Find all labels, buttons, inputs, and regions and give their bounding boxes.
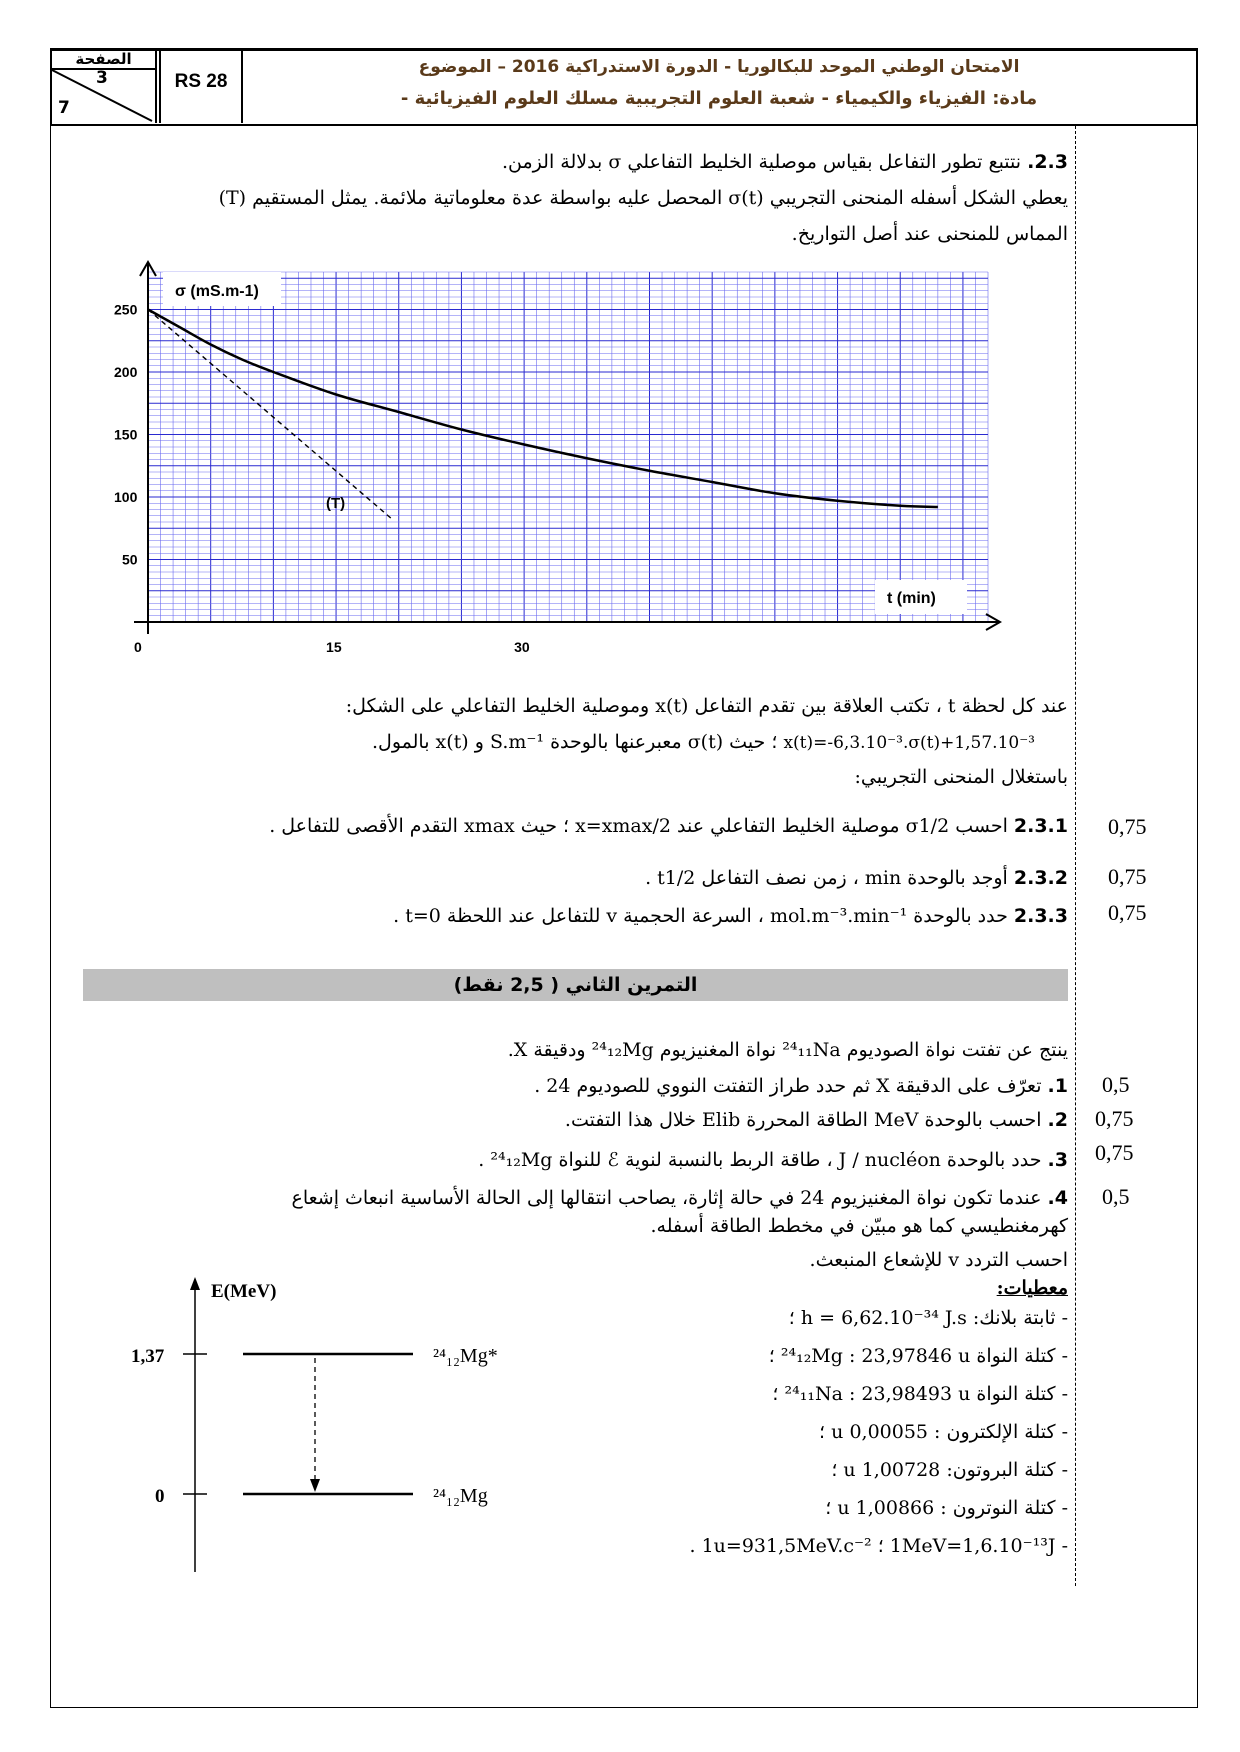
ex2-q1-number: 1. [1047,1075,1068,1097]
q232 [645,866,1068,890]
chart-xlabel: t (min) [887,590,936,607]
ex2-q3-score: 0,75 [1095,1140,1134,1165]
level-label-ground: ²⁴₁₂Mg [433,1485,488,1507]
ex2-q4-number: 4. [1047,1187,1068,1209]
q231-text: احسب σ1/2 موصلية الخليط التفاعلي عند x=xmax/2 ؛ حيث xmax التقدم الأقصى للتفاعل . [269,815,1008,837]
data-item: - كتلة النواة ²⁴₁₁Na : 23,98493 u ؛ [772,1383,1068,1405]
page-total: 7 [58,98,70,118]
relation-line2-text: ؛ حيث σ(t) معبرعنها بالوحدة S.m⁻¹ و x(t) بالمول. [371,731,778,753]
q231-number: 2.3.1 [1013,815,1068,837]
q233-text: حدد بالوحدة mol.m⁻³.min⁻¹ ، السرعة الحجمية v للتفاعل عند اللحظة t=0 . [393,905,1008,927]
q23-line2: يعطي الشكل أسفله المنحنى التجريبي σ(t) المحصل عليه بواسطة عدة معلوماتية ملائمة. يمثل المستقيم (T) [218,187,1068,209]
q232-text: أوجد بالوحدة min ، زمن نصف التفاعل t1/2 . [645,867,1008,889]
q23-line1-text: نتتبع تطور التفاعل بقياس موصلية الخليط التفاعلي σ بدلالة الزمن. [502,151,1022,173]
level-value-excited: 1,37 [131,1346,165,1367]
ex2-q1-text: تعرّف على الدقيقة X ثم حدد طراز التفتت النووي للصوديوم 24 . [534,1075,1042,1097]
conductivity-chart [114,262,1010,672]
y-tick-label: 150 [114,426,138,443]
margin-divider [1075,126,1076,1586]
ex2-q4-line1-text: عندما تكون نواة المغنيزيوم 24 في حالة إثارة، يصاحب انتقالها إلى الحالة الأساسية انبعاث إشعاع [291,1187,1042,1209]
chart-ylabel: σ (mS.m-1) [175,283,259,300]
ex2-intro: ينتج عن تفتت نواة الصوديوم ²⁴₁₁Na نواة المغنيزيوم ²⁴₁₂Mg ودقيقة X. [507,1039,1068,1061]
page-label: الصفحة [52,50,155,70]
ex2-q2-text: احسب بالوحدة MeV الطاقة المحررة Elib خلال هذا التفتت. [564,1109,1042,1131]
exercise2-title: التمرين الثاني ( 2,5 نقط) [83,969,1068,1001]
chart-grid [148,272,988,622]
x-tick-label: 0 [134,639,142,655]
relation-formula: x(t)=-6,3.10⁻³.σ(t)+1,57.10⁻³ [783,733,1035,753]
q232-number: 2.3.2 [1013,867,1068,889]
energy-axis-arrow-icon [190,1277,200,1290]
exam-title-line1: الامتحان الوطني الموحد للبكالوريا - الدورة الاستدراكية 2016 – الموضوع [418,57,1020,77]
exam-code: RS 28 [159,50,243,123]
energy-diagram [115,1272,515,1592]
ex2-q2 [565,1108,1068,1132]
ex2-q3 [478,1148,1068,1172]
exam-title [252,52,1186,116]
transition-arrowhead-icon [310,1479,320,1492]
data-item: - كتلة النواة ²⁴₁₂Mg : 23,97846 u ؛ [768,1345,1068,1367]
y-tick-label: 250 [114,301,138,318]
x-tick-label: 30 [514,639,530,655]
level-value-ground: 0 [155,1486,165,1507]
exam-header [50,48,1198,126]
q23-number: 2.3. [1027,151,1068,173]
data-item: - كتلة النوترون : 1,00866 u ؛ [825,1497,1068,1519]
ex2-q4-line3: احسب التردد v للإشعاع المنبعث. [809,1249,1068,1271]
data-item: - كتلة الإلكترون : 0,00055 u ؛ [819,1421,1068,1443]
ex2-q1 [534,1074,1068,1098]
q231 [269,814,1068,838]
y-tick-label: 50 [122,551,138,568]
x-tick-label: 15 [326,639,342,655]
y-tick-label: 200 [114,364,138,380]
level-label-excited: ²⁴₁₂Mg* [433,1345,498,1367]
ex2-q4-line2: كهرمغنطيسي كما هو مبيّن في مخطط الطاقة أسفله. [650,1215,1068,1237]
ex2-q2-score: 0,75 [1095,1106,1134,1131]
q233-score: 0,75 [1108,900,1147,925]
energy-axis-label: E(MeV) [211,1281,277,1302]
data-item: - ثابتة بلانك: h = 6,62.10⁻³⁴ J.s ؛ [788,1307,1068,1329]
q23-line3: المماس للمنحنى عند أصل التواريخ. [791,223,1068,245]
ex2-q3-number: 3. [1047,1149,1068,1171]
q233 [393,904,1068,928]
relation-line2 [372,730,1035,755]
relation-line3: باستغلال المنحنى التجريبي: [854,766,1068,788]
ex2-q2-number: 2. [1047,1109,1068,1131]
y-tick-label: 100 [114,489,138,505]
q231-score: 0,75 [1108,814,1147,839]
ex2-q4-score: 0,5 [1102,1184,1130,1209]
page-indicator [52,50,157,123]
page-number: 3 [96,68,108,88]
ex2-q3-text: حدد بالوحدة J / nucléon ، طاقة الربط بالنسبة لنوية ℰ للنواة ²⁴₁₂Mg . [478,1149,1042,1171]
data-title: معطيات: [996,1277,1068,1299]
tangent-label: (T) [326,495,346,512]
data-item: - 1MeV=1,6.10⁻¹³J ؛ 1u=931,5MeV.c⁻² . [689,1535,1068,1557]
q233-number: 2.3.3 [1013,905,1068,927]
ex2-q1-score: 0,5 [1102,1072,1130,1097]
data-item: - كتلة البروتون: 1,00728 u ؛ [831,1459,1068,1481]
q232-score: 0,75 [1108,864,1147,889]
q23-line1 [502,150,1068,174]
ex2-q4-line1 [291,1186,1068,1210]
exam-title-line2: - مادة: الفيزياء والكيمياء - شعبة العلوم التجريبية مسلك العلوم الفيزيائية [400,88,1038,109]
relation-line1: عند كل لحظة t ، تكتب العلاقة بين تقدم التفاعل x(t) وموصلية الخليط التفاعلي على الشكل: [345,695,1068,717]
